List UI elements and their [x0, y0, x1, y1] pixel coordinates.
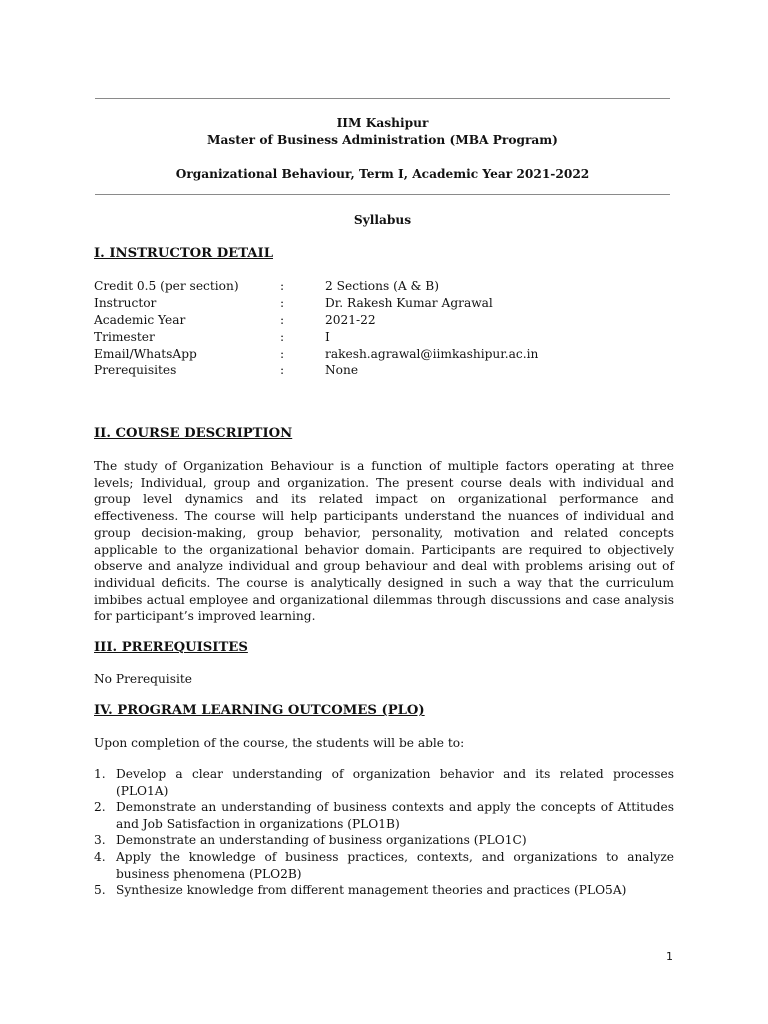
list-number: 1. [94, 767, 106, 781]
detail-value: 2021-22 [325, 313, 376, 327]
course-description-text: The study of Organization Behaviour is a function of multiple factors operating at three levels; Individual, group and organization. The present course deals with individual and group level dynamics and its related impact on organizational performance and effectiveness. The course will help participants understand the nuances of individual and group decision-making, group behavior, personality, motivation and related concepts applicable to the organizational behavior domain. Participants are required to objectively observe and analyze individual and group behaviour and deal with problems arising out of individual deficits. The course is analytically designed in such a way that the curriculum imbibes actual employee and organizational dilemmas through discussions and case analysis for participant’s improved learning. [94, 459, 674, 624]
detail-separator: : [280, 347, 285, 361]
detail-label: Trimester [94, 330, 155, 344]
section-heading-description: II. COURSE DESCRIPTION [94, 426, 293, 441]
list-text: Synthesize knowledge from different management theories and practices (PLO5A) [116, 883, 627, 897]
detail-value: I [325, 330, 330, 344]
section-heading-prerequisites: III. PREREQUISITES [94, 640, 248, 655]
doc-title: Syllabus [353, 213, 412, 227]
detail-row [94, 279, 674, 296]
section-heading-instructor: I. INSTRUCTOR DETAIL [94, 246, 273, 261]
detail-label: Credit 0.5 (per section) [94, 279, 239, 293]
detail-label: Instructor [94, 296, 157, 310]
detail-row [94, 347, 674, 364]
detail-row [94, 363, 674, 380]
section-heading-plo: IV. PROGRAM LEARNING OUTCOMES (PLO) [94, 703, 425, 718]
detail-row [94, 330, 674, 347]
list-text: Apply the knowledge of business practices, contexts, and organizations to analyze business phenomena (PLO2B) [116, 850, 674, 881]
list-text: Develop a clear understanding of organization behavior and its related processes (PLO1A) [116, 767, 674, 798]
detail-separator: : [280, 296, 285, 310]
list-item [94, 799, 674, 832]
detail-separator: : [280, 313, 285, 327]
detail-value: None [325, 363, 359, 377]
list-number: 3. [94, 833, 106, 847]
list-text: Demonstrate an understanding of business contexts and apply the concepts of Attitudes and Job Satisfaction in organizations (PLO1B) [116, 800, 674, 831]
list-item [94, 766, 674, 799]
detail-label: Academic Year [94, 313, 186, 327]
detail-separator: : [280, 363, 285, 377]
header-rule [95, 194, 670, 195]
prerequisites-text: No Prerequisite [94, 672, 192, 686]
list-text: Demonstrate an understanding of business organizations (PLO1C) [116, 833, 527, 847]
page-number: 1 [666, 950, 673, 963]
list-number: 5. [94, 883, 106, 897]
detail-separator: : [280, 330, 285, 344]
list-item [94, 832, 674, 849]
program-name: Master of Business Administration (MBA Program) [207, 133, 558, 147]
detail-row [94, 296, 674, 313]
list-number: 2. [94, 800, 106, 814]
list-number: 4. [94, 850, 106, 864]
detail-value: Dr. Rakesh Kumar Agrawal [325, 296, 493, 310]
list-item [94, 849, 674, 882]
email-value: rakesh.agrawal@iimkashipur.ac.in [325, 347, 539, 361]
detail-label: Prerequisites [94, 363, 177, 377]
plo-intro: Upon completion of the course, the students will be able to: [94, 736, 465, 750]
course-title: Organizational Behaviour, Term I, Academic Year 2021-2022 [175, 167, 590, 181]
detail-separator: : [280, 279, 285, 293]
top-rule [95, 98, 670, 99]
detail-row [94, 313, 674, 330]
detail-value: 2 Sections (A & B) [325, 279, 439, 293]
detail-label: Email/WhatsApp [94, 347, 197, 361]
institute-name: IIM Kashipur [336, 116, 429, 130]
list-item [94, 882, 674, 899]
